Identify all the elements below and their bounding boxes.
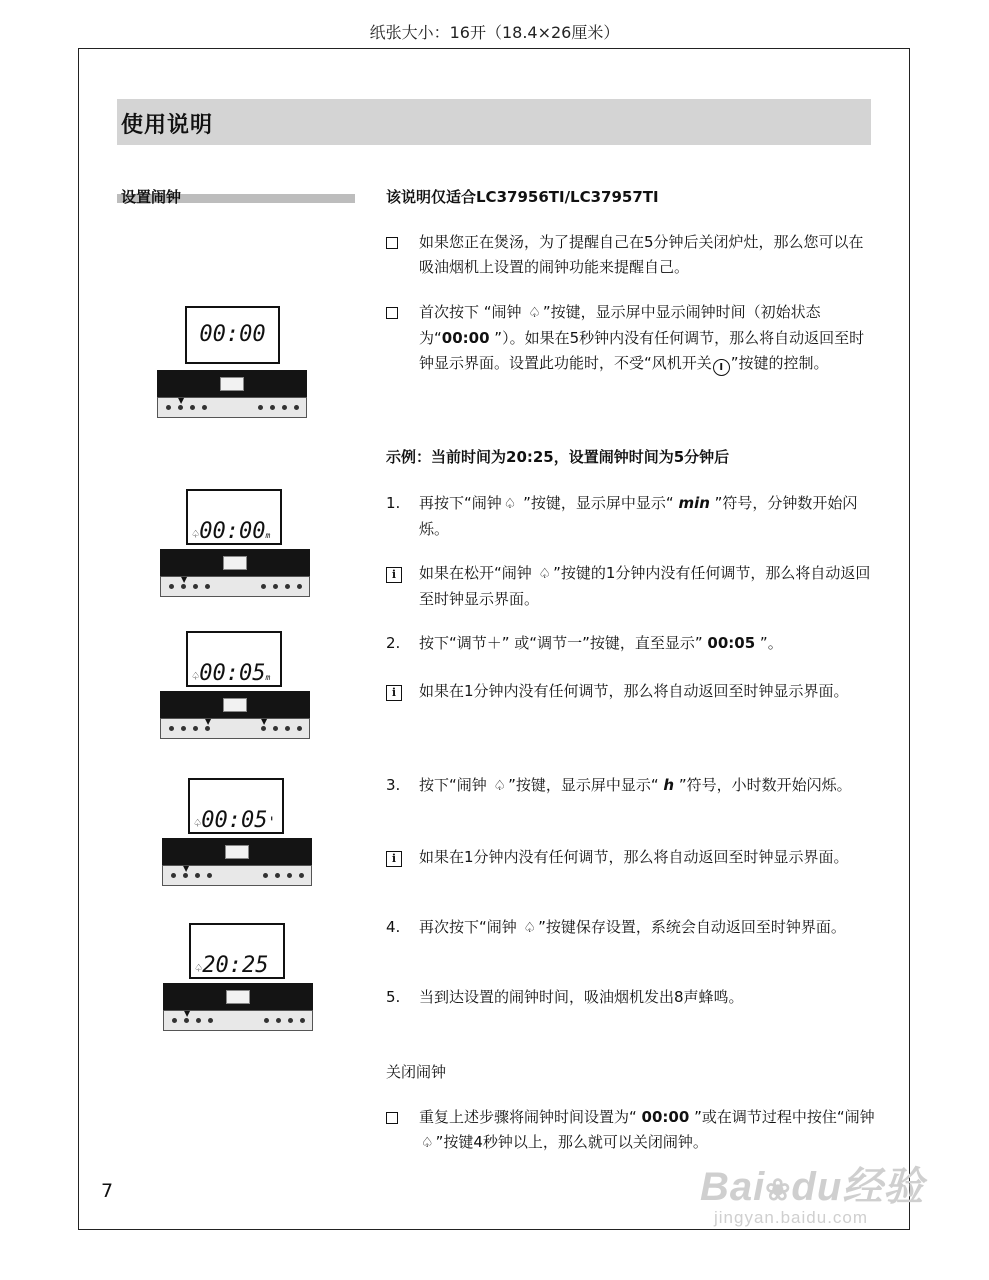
- paper-size-note: 纸张大小：16开（18.4×26厘米）: [369, 23, 620, 42]
- lcd-bell-icon: ♤: [192, 527, 200, 541]
- lcd-bell-icon: ♤: [195, 961, 203, 975]
- bell-icon: ♤: [493, 778, 507, 794]
- panel-bar: [160, 549, 310, 576]
- intro-item: [386, 230, 876, 280]
- control-panel-illustration: [160, 631, 310, 741]
- info-icon: i: [386, 567, 402, 583]
- subsection-title: 设置闹钟: [121, 188, 182, 206]
- lcd-time: 00:05: [199, 661, 266, 686]
- checkbox-icon: [386, 307, 398, 319]
- panel-bar: [162, 838, 312, 865]
- control-panel-illustration: [157, 306, 307, 418]
- info-icon: i: [386, 685, 402, 701]
- step-number: 2.: [386, 634, 401, 652]
- step-number: 5.: [386, 988, 401, 1006]
- step-number: 4.: [386, 918, 401, 936]
- info-icon: i: [386, 851, 402, 867]
- lcd-display: [189, 923, 285, 979]
- lcd-display: [186, 489, 282, 545]
- info-note: i 如果在松开“闹钟 ♤ ”按键的1分钟内没有任何调节，那么将自动返回至时钟显示界面。: [386, 561, 876, 612]
- lcd-symbol: ': [267, 815, 276, 831]
- bell-icon: ♤: [538, 566, 552, 582]
- watermark: Bai❀du经验 jingyan.baidu.com: [700, 1165, 925, 1227]
- step-item: 3. 按下“闹钟 ♤ ”按键，显示屏中显示“ h ”符号，小时数开始闪烁。: [386, 773, 876, 799]
- model-applicability: 该说明仅适合LC37956TI/LC37957TI: [386, 188, 659, 206]
- button-strip: ▼: [163, 1010, 313, 1031]
- lcd-time: 20:25: [202, 953, 269, 978]
- step-item: 2. 按下“调节＋” 或“调节一”按键，直至显示” 00:05 ”。: [386, 631, 876, 656]
- intro-text: 首次按下 “闹钟 ♤ ”按键，显示屏中显示闹钟时间（初始状态为“00:00 ”）。如果在5秒钟内没有任何调节，那么将自动返回至时钟显示界面。设置此功能时，不受“风机开关 I ”按键的控制。: [419, 300, 876, 376]
- checkbox-icon: [386, 1112, 398, 1124]
- lcd-time: 00:00: [199, 519, 266, 544]
- bell-icon: ♤: [528, 305, 541, 321]
- lcd-bell-icon: ♤: [192, 669, 200, 683]
- panel-bar: [160, 691, 310, 718]
- lcd-time: 00:05: [201, 808, 268, 833]
- panel-bar: [163, 983, 313, 1010]
- alarm-off-heading: 关闭闹钟: [386, 1063, 447, 1081]
- lcd-time: 00:00: [199, 322, 266, 347]
- lcd-display: [186, 631, 282, 687]
- intro-item: [386, 300, 876, 376]
- section-header-bar: [117, 99, 871, 145]
- panel-bar: [157, 370, 307, 397]
- intro-text: 如果您正在煲汤，为了提醒自己在5分钟后关闭炉灶，那么您可以在吸油烟机上设置的闹钟功能来提醒自己。: [419, 233, 864, 276]
- info-note: i 如果在1分钟内没有任何调节，那么将自动返回至时钟显示界面。: [386, 679, 876, 704]
- power-icon: I: [713, 359, 730, 376]
- button-strip: ▼: [160, 576, 310, 597]
- section-title: 使用说明: [121, 113, 214, 138]
- example-heading: 示例：当前时间为20:25，设置闹钟时间为5分钟后: [386, 448, 730, 466]
- control-panel-illustration: [162, 778, 312, 888]
- paw-icon: ❀: [765, 1174, 792, 1207]
- bell-icon: ♤: [503, 496, 517, 512]
- lcd-display: [188, 778, 284, 834]
- page-number: 7: [101, 1180, 114, 1202]
- lcd-display: [185, 306, 280, 364]
- button-strip: ▼: [157, 397, 307, 418]
- step-number: 3.: [386, 776, 401, 794]
- lcd-symbol: m: [265, 531, 271, 540]
- step-number: 1.: [386, 494, 401, 512]
- lcd-bell-icon: ♤: [194, 816, 202, 830]
- step-item: 4. 再次按下“闹钟 ♤ ”按键保存设置，系统会自动返回至时钟界面。: [386, 915, 876, 941]
- lcd-symbol: m: [265, 673, 271, 682]
- button-strip: ▼ ▼: [160, 718, 310, 739]
- control-panel-illustration: [163, 923, 313, 1033]
- step-item: 5. 当到达设置的闹钟时间，吸油烟机发出8声蜂鸣。: [386, 985, 876, 1010]
- button-strip: ▼: [162, 865, 312, 886]
- info-note: i 如果在1分钟内没有任何调节，那么将自动返回至时钟显示界面。: [386, 845, 876, 870]
- step-item: 1. 再按下“闹钟 ♤ ”按键，显示屏中显示“ min ”符号，分钟数开始闪烁。: [386, 491, 876, 542]
- checkbox-icon: [386, 237, 398, 249]
- alarm-off-item: 重复上述步骤将闹钟时间设置为“ 00:00 ”或在调节过程中按住“闹钟 ♤ ”按键4秒钟以上，那么就可以关闭闹钟。: [386, 1105, 876, 1156]
- control-panel-illustration: [160, 489, 310, 599]
- bell-icon: ♤: [421, 1135, 434, 1151]
- bell-icon: ♤: [523, 920, 537, 936]
